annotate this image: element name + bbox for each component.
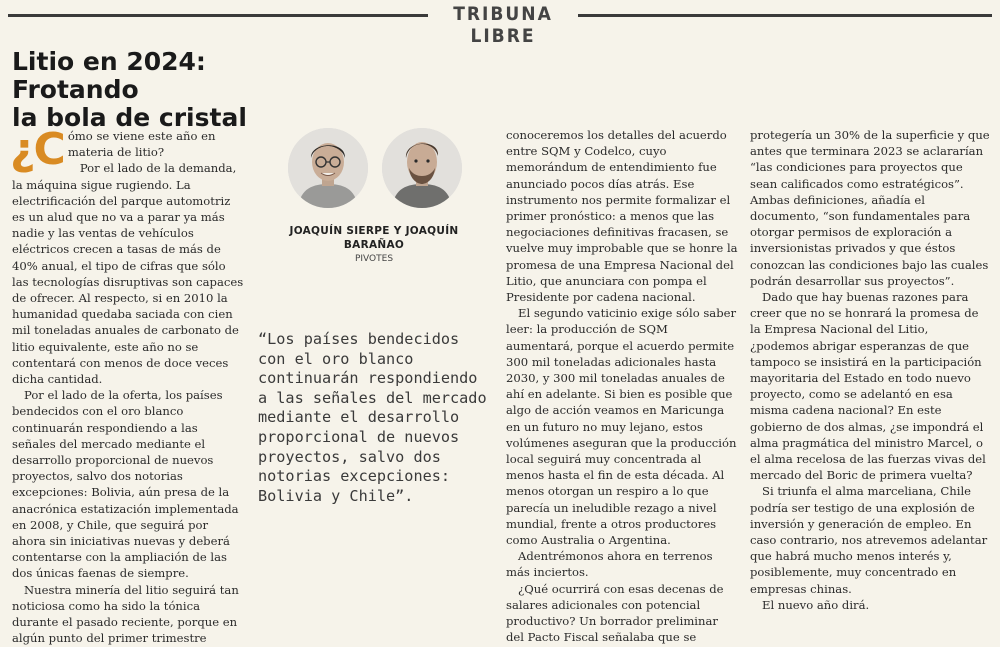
column-4 [750,127,990,613]
paragraph: Dado que hay buenas razones para creer que no se honrará la promesa de la Empresa Nacional del Litio, ¿podemos abrigar esperanzas de que tampoco se insistirá en la participación mayoritaria del Estado en todo nuevo proyecto, como se adelantó en esa misma cadena nacional? En este gobierno de dos almas, ¿se impondrá el alma pragmática del ministro Marcel, o el alma recelosa de las fuerzas vivas del mercado del Boric de primera vuelta? [750,290,986,483]
author-photo-joaquin-baranao [382,128,462,208]
author-role: PIVOTES [354,254,394,264]
author-photo-joaquin-sierpe [288,128,368,208]
section-label: TRIBUNA LIBRE [453,3,553,47]
header-rule-right [578,14,992,17]
paragraph: conoceremos los detalles del acuerdo entre SQM y Codelco, cuyo memorándum de entendimiento fue anunciado pocos días atrás. Ese instrumento nos permite formalizar el primer pronóstico: a menos que las negociaciones definitivas fracasen, se vuelve muy improbable que se honre la promesa de una Empresa Nacional del Litio, que anunciara con pompa el Presidente por cadena nacional. [506,128,738,305]
paragraph: El nuevo año dirá. [762,597,870,612]
paragraph: Por el lado de la oferta, los países bendecidos con el oro blanco continuarán respondiendo a las señales del mercado mediante el desarrollo proporcional de nuevos proyectos, salvo dos notorias excepciones: Bolivia, aún presa de la anacrónica estatización implementada en 2008, y Chile, que seguirá por ahora sin iniciativas nuevas y deberá contentarse con la ampliación de las dos únicas faenas de siempre. [12,388,239,581]
header-rule-left [8,14,428,17]
paragraph: El segundo vaticinio exige sólo saber leer: la producción de SQM aumentará, porque el acuerdo permite 300 mil toneladas adicionales hasta 2030, y 300 mil toneladas anuales de ahí en adelante. Si bien es posible que algo de acción veamos en Maricunga en un futuro no muy lejano, estos volúmenes aseguran que la producción local seguirá muy concentrada al menos hasta el fin de esta década. Al menos otorgan un respiro a lo que parecía un ineludible rezago a nivel mundial, frente a otros productores como Australia o Argentina. [506,306,737,548]
author-names-line-2: BARAÑAO [343,239,405,251]
portrait-icon [382,128,462,208]
headline [12,48,332,132]
paragraph: Nuestra minería del litio seguirá tan noticiosa como ha sido la tónica durante el pasado reciente, porque en algún punto del primer trimestre [12,582,239,646]
column-3 [506,127,738,646]
drop-cap: ¿C [10,124,64,175]
portrait-icon [288,128,368,208]
author-names-line-1: JOAQUÍN SIERPE Y JOAQUÍN [289,225,459,237]
headline-line-1: Litio en 2024: Frotando [12,47,206,104]
paragraph: protegería un 30% de la superficie y que antes que terminara 2023 se aclararían “las condiciones para proyectos que sean calificados como estratégicos”. Ambas definiciones, añadía el documento, “son fundamentales para otorgar permisos de exploración a inversionistas privados y que éstos conozcan las condiciones bajo las cuales podrán desarrollar sus proyectos”. [750,128,990,288]
paragraph: Por el lado de la demanda, la máquina sigue rugiendo. La electrificación del parque automotriz es un alud que no va a parar ya más nadie y las ventas de vehículos eléctricos crecen a tasas de más de 40% anual, el tipo de cifras que sólo las tecnologías disruptivas son capaces de ofrecer. Al respecto, si en 2010 la humanidad quedaba saciada con cien mil toneladas anuales de carbonato de litio equivalente, este año no se contentará con menos de doce veces dicha cantidad. [12,161,244,387]
column-1 [10,124,244,647]
paragraph: ¿Qué ocurrirá con esas decenas de salares adicionales con potencial productivo? Un borrador preliminar del Pacto Fiscal señalaba que se [506,581,724,645]
paragraph [10,124,244,175]
paragraph: Si triunfa el alma marceliana, Chile podría ser testigo de una explosión de inversión y generación de empleo. En caso contrario, nos atrevemos adelantar que habrá mucho menos interés y, posiblemente, muy concentrado en empresas chinas. [750,484,988,596]
pull-quote: “Los países bendecidos con el oro blanco continuarán respondiendo a las señales del mercado mediante el desarrollo proporcional de nuevos proyectos, salvo dos notorias excepciones: Bolivia y Chile”. [258,330,487,505]
paragraph-text: ómo se viene este año en materia de litio? [67,129,216,160]
headline-line-2: la bola de cristal [12,103,247,132]
author-names [254,224,494,252]
paragraph: Adentrémonos ahora en terrenos más inciertos. [506,549,713,580]
